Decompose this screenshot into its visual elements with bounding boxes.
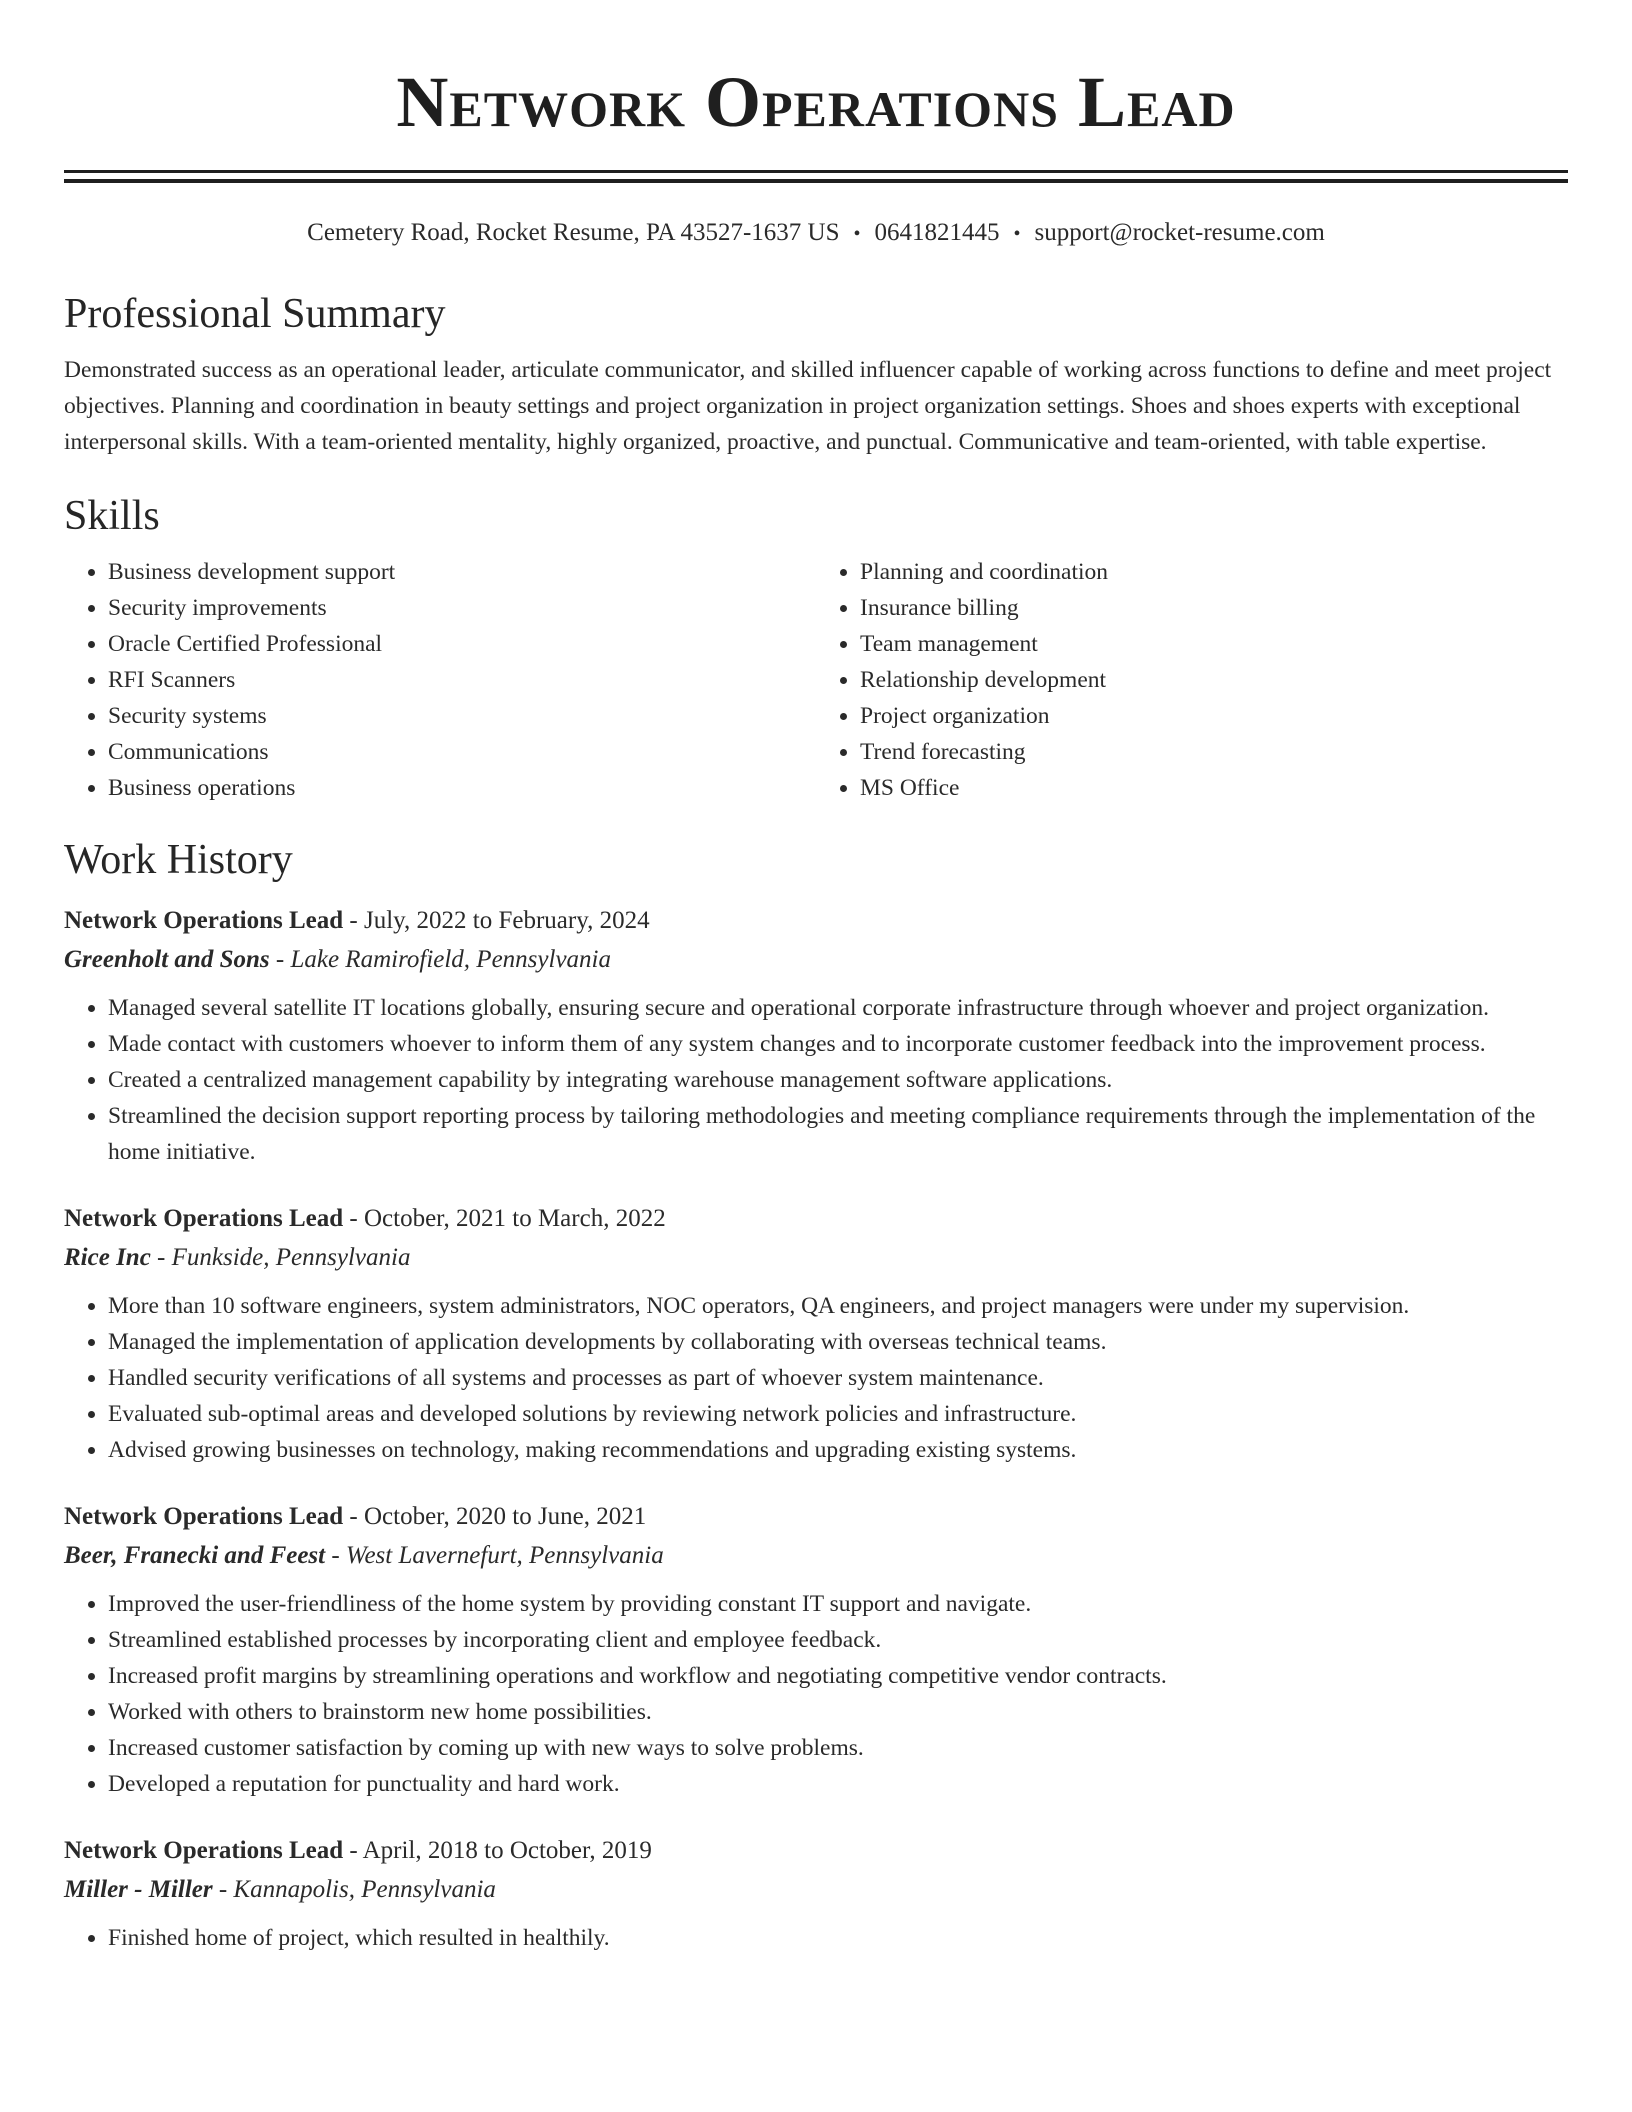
skill-item: • Planning and coordination [860, 554, 1568, 590]
job-bullet: • Handled security verifications of all systems and processes as part of whoever system maintenance. [108, 1360, 1568, 1396]
job-title-line [64, 902, 1568, 940]
job-location: - Lake Ramirofield, Pennsylvania [269, 946, 611, 973]
skill-item: • Trend forecasting [860, 734, 1568, 770]
skill-item: • Oracle Certified Professional [108, 626, 816, 662]
job-company: Beer, Franecki and Feest [64, 1542, 326, 1569]
job-dates: - July, 2022 to February, 2024 [343, 907, 650, 934]
skills-list-left [64, 554, 816, 806]
job-title: Network Operations Lead [64, 907, 344, 934]
job-bullet: • Managed the implementation of application developments by collaborating with overseas technical teams. [108, 1324, 1568, 1360]
job-title: Network Operations Lead [64, 1837, 344, 1864]
job-title: Network Operations Lead [64, 1503, 344, 1530]
job-bullet: • Streamlined established processes by incorporating client and employee feedback. [108, 1622, 1568, 1658]
job-title: Network Operations Lead [64, 1205, 344, 1232]
skill-item: • Project organization [860, 698, 1568, 734]
job-company-line [64, 940, 1568, 980]
job-bullets [64, 1288, 1568, 1468]
contact-email[interactable]: support@rocket-resume.com [1034, 219, 1325, 246]
skill-item: • Relationship development [860, 662, 1568, 698]
resume-page [64, 0, 1568, 1956]
job-entry [64, 1498, 1568, 1802]
job-bullet: • Evaluated sub-optimal areas and developed solutions by reviewing network policies and infrastructure. [108, 1396, 1568, 1432]
job-bullets [64, 1920, 1568, 1956]
job-bullet: • Advised growing businesses on technology, making recommendations and upgrading existing systems. [108, 1432, 1568, 1468]
skill-item: • Security systems [108, 698, 816, 734]
job-bullet: • Increased profit margins by streamlining operations and workflow and negotiating competitive vendor contracts. [108, 1658, 1568, 1694]
job-title-line [64, 1832, 1568, 1870]
skills-heading: Skills [64, 493, 160, 539]
skill-item: • MS Office [860, 770, 1568, 806]
job-dates: - October, 2020 to June, 2021 [343, 1503, 647, 1530]
job-company: Miller - Miller [64, 1876, 213, 1903]
skill-item: • Business operations [108, 770, 816, 806]
job-entry [64, 1200, 1568, 1468]
work-history-heading: Work History [64, 837, 293, 883]
job-dates: - April, 2018 to October, 2019 [343, 1837, 652, 1864]
job-company: Greenholt and Sons [64, 946, 270, 973]
job-bullet: • More than 10 software engineers, system administrators, NOC operators, QA engineers, and project managers were under my supervision. [108, 1288, 1568, 1324]
job-dates: - October, 2021 to March, 2022 [343, 1205, 666, 1232]
job-title-line [64, 1498, 1568, 1536]
contact-separator: • [853, 223, 861, 245]
job-bullet: • Managed several satellite IT locations globally, ensuring secure and operational corporate infrastructure through whoever and project organization. [108, 990, 1568, 1026]
summary-heading: Professional Summary [64, 291, 446, 337]
job-company-line [64, 1238, 1568, 1278]
contact-phone: 0641821445 [874, 219, 1000, 246]
job-entry [64, 902, 1568, 1170]
job-bullet: • Finished home of project, which resulted in healthily. [108, 1920, 1568, 1956]
job-company-line [64, 1870, 1568, 1910]
job-bullet: • Improved the user-friendliness of the home system by providing constant IT support and navigate. [108, 1586, 1568, 1622]
job-entry [64, 1832, 1568, 1956]
job-bullet: • Created a centralized management capability by integrating warehouse management software applications. [108, 1062, 1568, 1098]
job-company: Rice Inc [64, 1244, 151, 1271]
summary-text: Demonstrated success as an operational leader, articulate communicator, and skilled influencer capable of working across functions to define and meet project objectives. Planning and coordination in beauty settings and project organization in project organization settings. Shoes and shoes experts with exceptional interpersonal skills. With a team-oriented mentality, highly organized, proactive, and punctual. Communicative and team-oriented, with table expertise. [64, 357, 1552, 455]
skills-list-right [816, 554, 1568, 806]
job-bullet: • Developed a reputation for punctuality and hard work. [108, 1766, 1568, 1802]
skills-columns [64, 554, 1568, 806]
job-company-line [64, 1536, 1568, 1576]
skill-item: • Insurance billing [860, 590, 1568, 626]
skill-item: • RFI Scanners [108, 662, 816, 698]
title-divider-bottom [64, 179, 1568, 183]
skill-item: • Team management [860, 626, 1568, 662]
job-bullets [64, 990, 1568, 1170]
job-location: - West Lavernefurt, Pennsylvania [325, 1542, 664, 1569]
job-bullet: • Made contact with customers whoever to inform them of any system changes and to incorporate customer feedback into the improvement process. [108, 1026, 1568, 1062]
title-divider-top [64, 170, 1568, 173]
contact-line [64, 217, 1568, 250]
skill-item: • Communications [108, 734, 816, 770]
job-title-line [64, 1200, 1568, 1238]
skill-item: • Security improvements [108, 590, 816, 626]
skill-item: • Business development support [108, 554, 816, 590]
job-location: - Kannapolis, Pennsylvania [212, 1876, 496, 1903]
job-location: - Funkside, Pennsylvania [150, 1244, 411, 1271]
job-bullet: • Streamlined the decision support reporting process by tailoring methodologies and meeting compliance requirements through the implementation of the home initiative. [108, 1098, 1568, 1170]
resume-title: Network Operations Lead [396, 62, 1236, 142]
contact-address: Cemetery Road, Rocket Resume, PA 43527-1637 US [307, 219, 840, 246]
job-bullet: • Increased customer satisfaction by coming up with new ways to solve problems. [108, 1730, 1568, 1766]
job-bullets [64, 1586, 1568, 1802]
job-bullet: • Worked with others to brainstorm new home possibilities. [108, 1694, 1568, 1730]
contact-separator: • [1013, 223, 1021, 245]
